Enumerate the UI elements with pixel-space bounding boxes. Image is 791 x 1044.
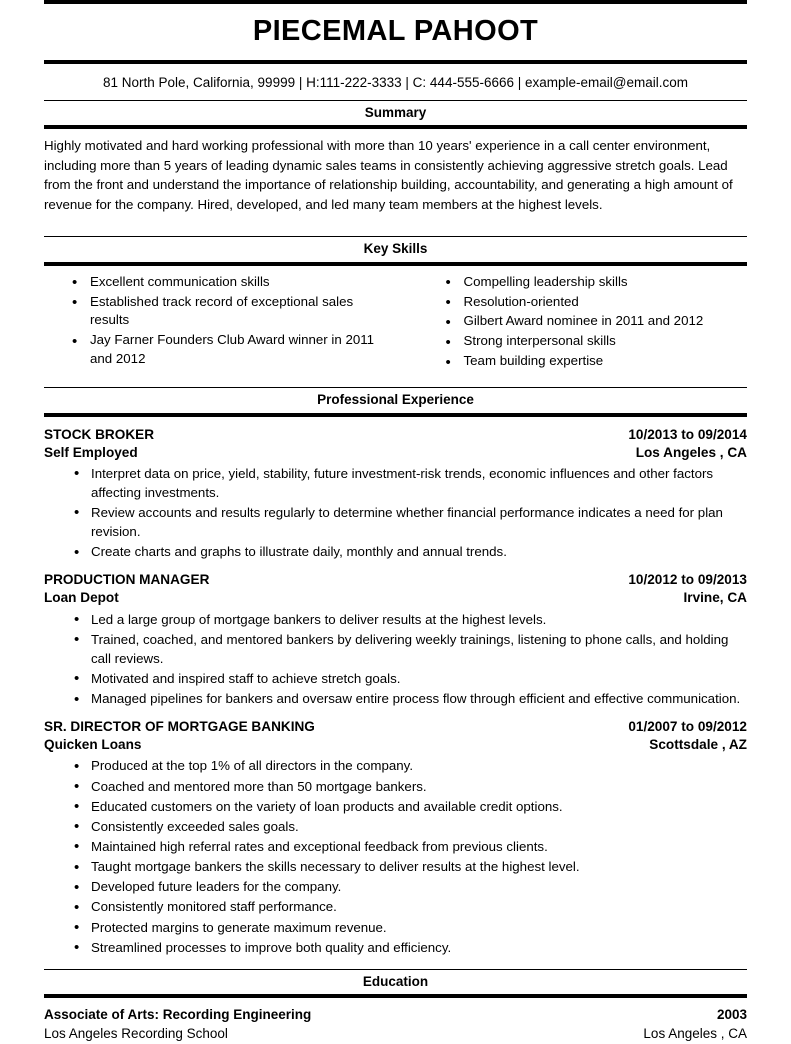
list-item: • Produced at the top 1% of all directors in the company. <box>44 756 747 775</box>
education-degree: Associate of Arts: Recording Engineering <box>44 1007 312 1023</box>
candidate-name: PIECEMAL PAHOOT <box>252 15 539 47</box>
education-year: 2003 <box>716 1007 747 1023</box>
job-title: PRODUCTION MANAGER <box>44 572 210 588</box>
list-item: • Developed future leaders for the company. <box>44 877 747 896</box>
list-item: • Create charts and graphs to illustrate daily, monthly and annual trends. <box>44 542 747 561</box>
list-item: • Educated customers on the variety of loan products and available credit options. <box>44 797 747 816</box>
job-title: SR. DIRECTOR OF MORTGAGE BANKING <box>44 719 315 735</box>
list-item: • Taught mortgage bankers the skills necessary to deliver results at the highest level. <box>44 857 747 876</box>
experience-entry <box>44 417 747 562</box>
education-school-row <box>44 1025 747 1044</box>
list-item: • Interpret data on price, yield, stability, future investment-risk trends, economic influences and other factors affecting investments. <box>44 464 747 502</box>
list-item: • Resolution-oriented <box>418 293 748 312</box>
list-item: • Streamlined processes to improve both quality and efficiency. <box>44 938 747 957</box>
job-company-row <box>44 589 747 607</box>
key-skills-left-column <box>44 273 396 372</box>
job-dates: 10/2013 to 09/2014 <box>628 426 747 442</box>
job-bullet-list <box>44 464 747 562</box>
key-skills-right-list <box>418 273 748 371</box>
list-item: • Protected margins to generate maximum revenue. <box>44 918 747 937</box>
job-company: Quicken Loans <box>44 737 142 753</box>
section-title-key-skills: Key Skills <box>363 241 428 257</box>
job-location: Los Angeles , CA <box>635 444 747 460</box>
list-item: • Team building expertise <box>418 352 748 371</box>
list-item: • Consistently exceeded sales goals. <box>44 817 747 836</box>
spacer-skills-experience <box>44 376 747 387</box>
section-title-education: Education <box>362 973 429 989</box>
job-location: Scottsdale , AZ <box>649 737 747 753</box>
list-item: • Maintained high referral rates and exceptional feedback from previous clients. <box>44 837 747 856</box>
job-dates: 01/2007 to 09/2012 <box>628 719 747 735</box>
contact-line: 81 North Pole, California, 99999 | H:111-222-3333 | C: 444-555-6666 | example-email@email.com <box>102 75 689 90</box>
section-title-professional-experience: Professional Experience <box>317 392 474 407</box>
list-item: • Trained, coached, and mentored bankers by delivering weekly trainings, listening to phone calls, and holding call reviews. <box>44 630 747 668</box>
list-item: • Review accounts and results regularly to determine whether financial performance indicates a need for plan revision. <box>44 503 747 541</box>
job-company-row <box>44 736 747 754</box>
job-location: Irvine, CA <box>683 590 747 606</box>
section-title-summary: Summary <box>364 104 427 120</box>
list-item: • Jay Farner Founders Club Award winner in 2011 and 2012 <box>44 331 396 369</box>
education-entry <box>44 998 747 1043</box>
list-item: • Motivated and inspired staff to achieve stretch goals. <box>44 669 747 688</box>
job-title-row <box>44 571 747 589</box>
job-company: Loan Depot <box>44 590 119 606</box>
list-item: • Gilbert Award nominee in 2011 and 2012 <box>418 312 748 331</box>
experience-entry <box>44 709 747 957</box>
spacer-experience-education <box>44 958 747 969</box>
list-item: • Consistently monitored staff performance. <box>44 897 747 916</box>
list-item: • Managed pipelines for bankers and oversaw entire process flow through efficient and effective communication. <box>44 689 747 708</box>
education-location: Los Angeles , CA <box>643 1025 747 1041</box>
list-item: • Strong interpersonal skills <box>418 332 748 351</box>
job-dates: 10/2012 to 09/2013 <box>628 572 747 588</box>
list-item: • Established track record of exceptional sales results <box>44 293 396 331</box>
job-bullet-list <box>44 610 747 709</box>
job-title-row <box>44 718 747 736</box>
list-item: • Compelling leadership skills <box>418 273 748 292</box>
education-degree-row <box>44 1006 747 1025</box>
list-item: • Excellent communication skills <box>44 273 396 292</box>
job-bullet-list <box>44 756 747 956</box>
key-skills-columns <box>44 266 747 376</box>
list-item: • Coached and mentored more than 50 mortgage bankers. <box>44 777 747 796</box>
job-company-row <box>44 444 747 462</box>
spacer-summary-skills <box>44 220 747 236</box>
key-skills-right-column <box>396 273 748 372</box>
experience-entry <box>44 562 747 708</box>
job-title-row <box>44 426 747 444</box>
education-school: Los Angeles Recording School <box>44 1025 228 1041</box>
list-item: • Led a large group of mortgage bankers to deliver results at the highest levels. <box>44 610 747 629</box>
job-company: Self Employed <box>44 444 138 460</box>
key-skills-left-list <box>44 273 396 369</box>
job-title: STOCK BROKER <box>44 426 155 442</box>
summary-body: Highly motivated and hard working professional with more than 10 years' experience in a call center environment, including more than 5 years of leading dynamic sales teams in consistently achieving aggressive stretch goals. Lead from the front and understand the importance of relationship building, accountability, and generating a high amount of revenue for the company. Hired, developed, and led many team members at the highest levels. <box>44 138 733 212</box>
